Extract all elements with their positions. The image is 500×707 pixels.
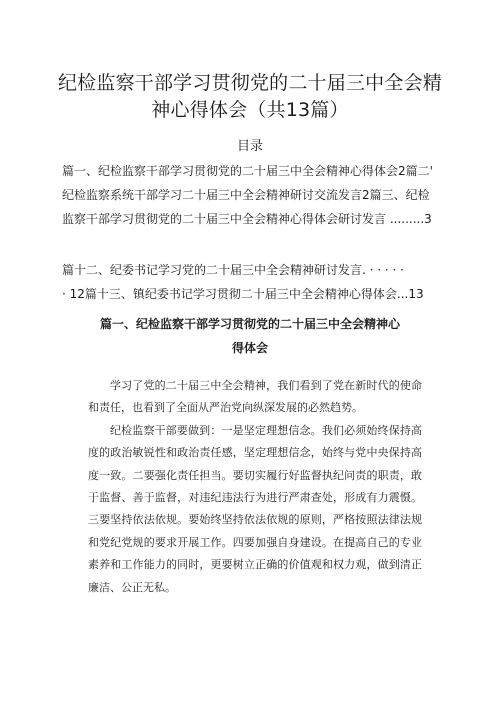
- document-title-line-1: 纪检监察干部学习贯彻党的二十届三中全会精: [57, 72, 442, 94]
- toc-line[interactable]: · 12篇十三、镇纪委书记学习贯彻二十届三中全会精神心得体会...13: [62, 287, 424, 301]
- toc-heading: 目录: [236, 139, 263, 154]
- toc-line[interactable]: 纪检监察系统干部学习二十届三中全会精神研讨交流发言2篇三、纪检: [62, 188, 430, 202]
- document-title-line-2: 神心得体会（共13篇）: [151, 99, 349, 121]
- body-paragraph: 学习了党的二十届三中全会精神，我们看到了党在新时代的使命和责任，也看到了全面从严治党向纵深发展的必然趋势。: [88, 379, 422, 415]
- toc-entries-continued: [62, 258, 440, 306]
- toc-line[interactable]: 篇十二、纪委书记学习党的二十届三中全会精神研讨发言. · · · · ·: [62, 263, 404, 277]
- body-paragraph: 纪检监察干部要做到：一是坚定理想信念。我们必须始终保持高度的政治敏锐性和政治责任感，坚定理想信念，始终与党中央保持高度一致。二要强化责任担当。要切实履行好监督执纪问责的职责，敢于监督、善于监督，对违纪违法行为进行严肃查处，形成有力震慑。三要坚持依法依规。要始终坚持依法依规的原则，严格按照法律法规和党纪党规的要求开展工作。四要加强自身建设。在提高自己的专业素养和工作能力的同时，更要树立正确的价值观和权力观，做到清正廉洁、公正无私。: [88, 423, 422, 594]
- toc-line[interactable]: 监察干部学习贯彻党的二十届三中全会精神心得体会研讨发言 .........3: [62, 212, 432, 226]
- section-body: [88, 375, 422, 599]
- toc-entries: [62, 159, 440, 231]
- toc-line[interactable]: 篇一、纪检监察干部学习贯彻党的二十届三中全会精神心得体会2篇二': [62, 164, 433, 178]
- section-title: [40, 312, 460, 360]
- section-title-line-1: 篇一、纪检监察干部学习贯彻党的二十届三中全会精神心: [99, 317, 400, 331]
- document-title: [40, 70, 460, 124]
- section-title-line-2: 得体会: [231, 341, 268, 355]
